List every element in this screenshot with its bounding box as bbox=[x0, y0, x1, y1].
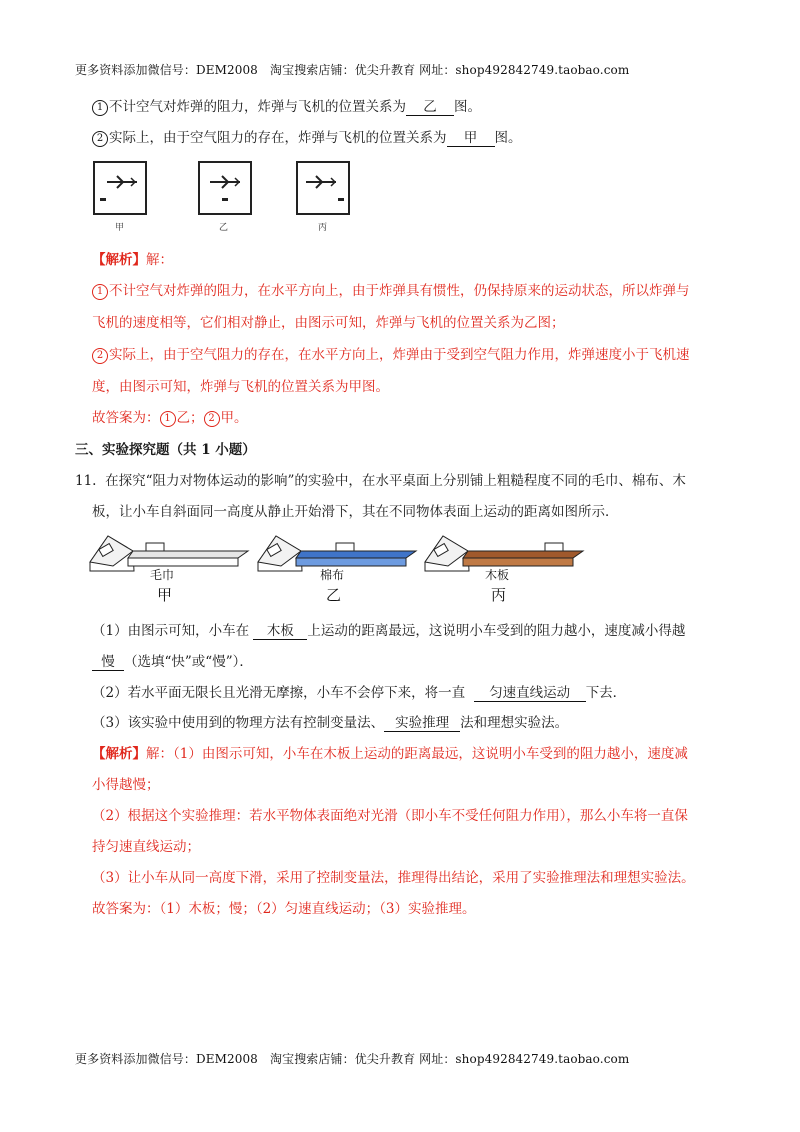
figure-caption: 丙 bbox=[491, 586, 507, 604]
figure-caption: 丙 bbox=[318, 223, 328, 233]
page-footer: 更多资料添加微信号：DEM2008 淘宝搜索店铺：优尖升教育 网址：shop492842749.taobao.com bbox=[75, 1052, 630, 1066]
answer-blank: 甲 bbox=[447, 130, 495, 147]
section-title: 三、实验探究题（共 1 小题） bbox=[75, 442, 256, 458]
surface-label: 木板 bbox=[485, 568, 510, 582]
analysis-text: 【解析】解：（1）由图示可知，小车在木板上运动的距离最远，这说明小车受到的阻力越小，速度减 bbox=[92, 746, 688, 762]
figure-panel-jia bbox=[93, 161, 147, 215]
answer-blank: 实验推理 bbox=[384, 715, 460, 732]
answer-line: 故答案为：（1）木板；慢；（2）匀速直线运动；（3）实验推理。 bbox=[92, 901, 476, 917]
figure-caption: 甲 bbox=[115, 223, 125, 233]
figure-caption: 乙 bbox=[326, 586, 342, 604]
analysis-text: 持匀速直线运动； bbox=[92, 839, 200, 855]
question-stem: 板，让小车自斜面同一高度从静止开始滑下，其在不同物体表面上运动的距离如图所示． bbox=[92, 504, 619, 520]
q11-part-2: （2）若水平面无限长且光滑无摩擦，小车不会停下来，将一直 匀速直线运动 下去． bbox=[92, 685, 627, 701]
q11-part-1-cont: 慢 （选填“快”或“慢”）． bbox=[92, 652, 253, 672]
answer-blank: 匀速直线运动 bbox=[474, 685, 586, 702]
figure-caption: 甲 bbox=[157, 586, 173, 604]
circled-number: 2 bbox=[204, 411, 220, 427]
q11-part-3: （3）该实验中使用到的物理方法有控制变量法、 实验推理 法和理想实验法。 bbox=[92, 715, 569, 731]
figure-panel-bing bbox=[296, 161, 350, 215]
analysis-text: 小得越慢； bbox=[92, 777, 160, 793]
circled-number: 1 bbox=[92, 100, 108, 116]
surface-label: 棉布 bbox=[320, 568, 345, 582]
plane-bomb-illustration bbox=[298, 163, 348, 213]
q11-part-1: （1）由图示可知，小车在 木板 上运动的距离最远，这说明小车受到的阻力越小，速度减小得越 bbox=[92, 623, 686, 639]
circled-number: 2 bbox=[92, 348, 108, 364]
analysis-header: 【解析】解： bbox=[92, 252, 173, 268]
analysis-text: 飞机的速度相等，它们相对静止，由图示可知，炸弹与飞机的位置关系为乙图； bbox=[92, 315, 565, 331]
q10-item-2: 2 实际上，由于空气阻力的存在，炸弹与飞机的位置关系为 甲 图。 bbox=[92, 128, 522, 148]
question-number: 11. bbox=[75, 473, 97, 489]
question-stem: 11. 在探究“阻力对物体运动的影响”的实验中，在水平桌面上分别铺上粗糙程度不同的毛巾、棉布、木 bbox=[75, 473, 686, 489]
q10-item-1: 1 不计空气对炸弹的阻力，炸弹与飞机的位置关系为 乙 图。 bbox=[92, 97, 481, 117]
figure-panel-yi bbox=[198, 161, 252, 215]
answer-blank: 慢 bbox=[92, 654, 124, 671]
analysis-text: （3）让小车从同一高度下滑，采用了控制变量法，推理得出结论，采用了实验推理法和理想实验法。 bbox=[92, 870, 695, 886]
analysis-text: 2 实际上，由于空气阻力的存在，在水平方向上，炸弹由于受到空气阻力作用，炸弹速度小于飞机速 bbox=[92, 345, 690, 365]
surface-label: 毛巾 bbox=[150, 568, 175, 582]
answer-blank: 木板 bbox=[253, 623, 307, 640]
answer-line: 故答案为： 1 乙； 2 甲。 bbox=[92, 410, 248, 426]
figure-caption: 乙 bbox=[219, 223, 229, 233]
analysis-text: 度，由图示可知，炸弹与飞机的位置关系为甲图。 bbox=[92, 379, 389, 395]
plane-bomb-illustration bbox=[95, 163, 145, 213]
answer-blank: 乙 bbox=[406, 99, 454, 116]
circled-number: 1 bbox=[160, 411, 176, 427]
analysis-text: （2）根据这个实验推理：若水平物体表面绝对光滑（即小车不受任何阻力作用），那么小车将一直保 bbox=[92, 808, 688, 824]
page-header: 更多资料添加微信号：DEM2008 淘宝搜索店铺：优尖升教育 网址：shop492842749.taobao.com bbox=[75, 63, 630, 77]
circled-number: 1 bbox=[92, 284, 108, 300]
analysis-text: 1 不计空气对炸弹的阻力，在水平方向上，由于炸弹具有惯性，仍保持原来的运动状态，所以炸弹与 bbox=[92, 281, 690, 301]
circled-number: 2 bbox=[92, 131, 108, 147]
plane-bomb-illustration bbox=[200, 163, 250, 213]
